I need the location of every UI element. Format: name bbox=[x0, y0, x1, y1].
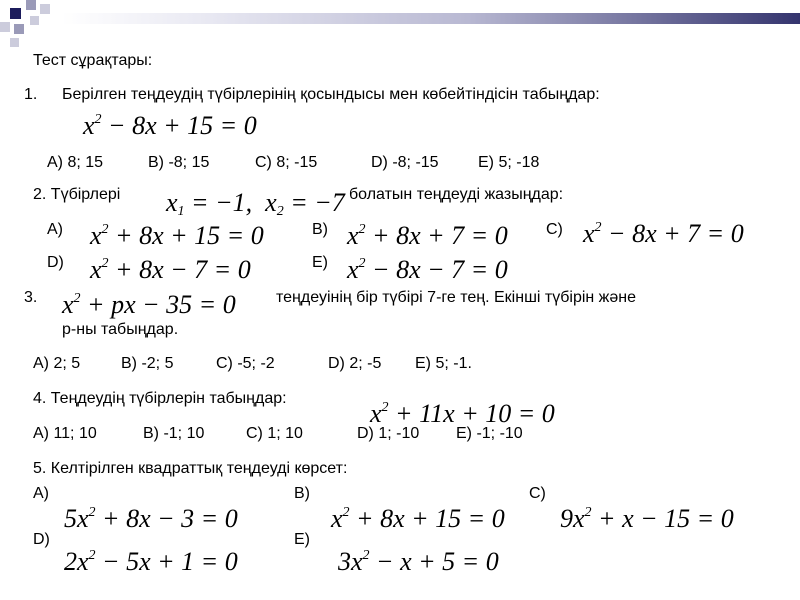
q1-answer-c: С) 8; -15 bbox=[255, 154, 318, 171]
q2-eq-b: $x^2 + 8x + 7 = 0$ bbox=[347, 221, 508, 250]
q5-eq-b: $x^2 + 8x + 15 = 0$ bbox=[331, 504, 505, 533]
deco-square bbox=[26, 0, 36, 10]
deco-square bbox=[0, 22, 10, 32]
q5-label-e: Е) bbox=[294, 531, 310, 548]
q4-answer-b: В) -1; 10 bbox=[143, 425, 205, 442]
q3-answer-c: С) -5; -2 bbox=[216, 355, 275, 372]
q5-label-b: В) bbox=[294, 485, 310, 502]
q4-equation: $x^2 + 11x + 10 = 0$ bbox=[370, 399, 555, 428]
q2-text-after: болатын теңдеуді жазыңдар: bbox=[349, 186, 564, 203]
q2-eq-a: $x^2 + 8x + 15 = 0$ bbox=[90, 221, 264, 250]
q2-roots: $x_1 = -1$, $x_2 = -7$ bbox=[166, 188, 345, 219]
q3-answer-b: В) -2; 5 bbox=[121, 355, 174, 372]
q1-answer-e: Е) 5; -18 bbox=[478, 154, 540, 171]
q1-answer-b: В) -8; 15 bbox=[148, 154, 210, 171]
q5-label-d: D) bbox=[33, 531, 50, 548]
q5-label-c: С) bbox=[529, 485, 546, 502]
q2-eq-c: $x^2 - 8x + 7 = 0$ bbox=[583, 219, 744, 248]
q2-label-d: D) bbox=[47, 254, 64, 271]
deco-square bbox=[10, 38, 19, 47]
deco-square bbox=[14, 24, 24, 34]
q5-eq-c: $9x^2 + x - 15 = 0$ bbox=[560, 504, 734, 533]
page-title: Тест сұрақтары: bbox=[33, 52, 153, 69]
q3-equation: $x^2$ + px − 35 = 0 bbox=[62, 290, 236, 319]
q3-text-line2: р-ны табыңдар. bbox=[62, 321, 179, 338]
q5-eq-a: $5x^2 + 8x - 3 = 0$ bbox=[64, 504, 238, 533]
q1-number: 1. bbox=[24, 86, 38, 103]
q2-eq-e: $x^2 - 8x - 7 = 0$ bbox=[347, 255, 508, 284]
q3-text-line1: теңдеуінің бір түбірі 7-ге тең. Екінші түбірін және bbox=[276, 289, 637, 306]
q4-text: 4. Теңдеудің түбірлерін табыңдар: bbox=[33, 390, 287, 407]
q5-label-a: А) bbox=[33, 485, 49, 502]
q2-label-e: Е) bbox=[312, 254, 328, 271]
deco-square bbox=[40, 4, 50, 14]
q1-text: Берілген теңдеудің түбірлерінің қосындысы мен көбейтіндісін табыңдар: bbox=[62, 86, 600, 103]
q3-answer-a: А) 2; 5 bbox=[33, 355, 81, 372]
q5-eq-e: $3x^2 - x + 5 = 0$ bbox=[338, 547, 499, 576]
q4-answer-a: А) 11; 10 bbox=[33, 425, 97, 442]
q3-answer-d: D) 2; -5 bbox=[328, 355, 382, 372]
header-bar bbox=[62, 13, 800, 24]
q1-answer-d: D) -8; -15 bbox=[371, 154, 439, 171]
deco-square bbox=[30, 16, 39, 25]
q1-equation: $x^2 - 8x + 15 = 0$ bbox=[83, 111, 257, 140]
q2-label-b: В) bbox=[312, 221, 328, 238]
q3-answer-e: Е) 5; -1. bbox=[415, 355, 472, 372]
q5-text: 5. Келтірілген квадраттық теңдеуді көрсет: bbox=[33, 460, 348, 477]
deco-square bbox=[10, 8, 21, 19]
q4-answer-c: С) 1; 10 bbox=[246, 425, 303, 442]
q3-number: 3. bbox=[24, 289, 38, 306]
q1-answer-a: А) 8; 15 bbox=[47, 154, 104, 171]
q2-text-before: 2. Түбірлері bbox=[33, 186, 121, 203]
q4-answer-d: D) 1; -10 bbox=[357, 425, 420, 442]
q2-label-a: А) bbox=[47, 221, 63, 238]
q4-answer-e: Е) -1; -10 bbox=[456, 425, 523, 442]
q5-eq-d: $2x^2 - 5x + 1 = 0$ bbox=[64, 547, 238, 576]
q2-label-c: С) bbox=[546, 221, 563, 238]
q2-eq-d: $x^2 + 8x - 7 = 0$ bbox=[90, 255, 251, 284]
